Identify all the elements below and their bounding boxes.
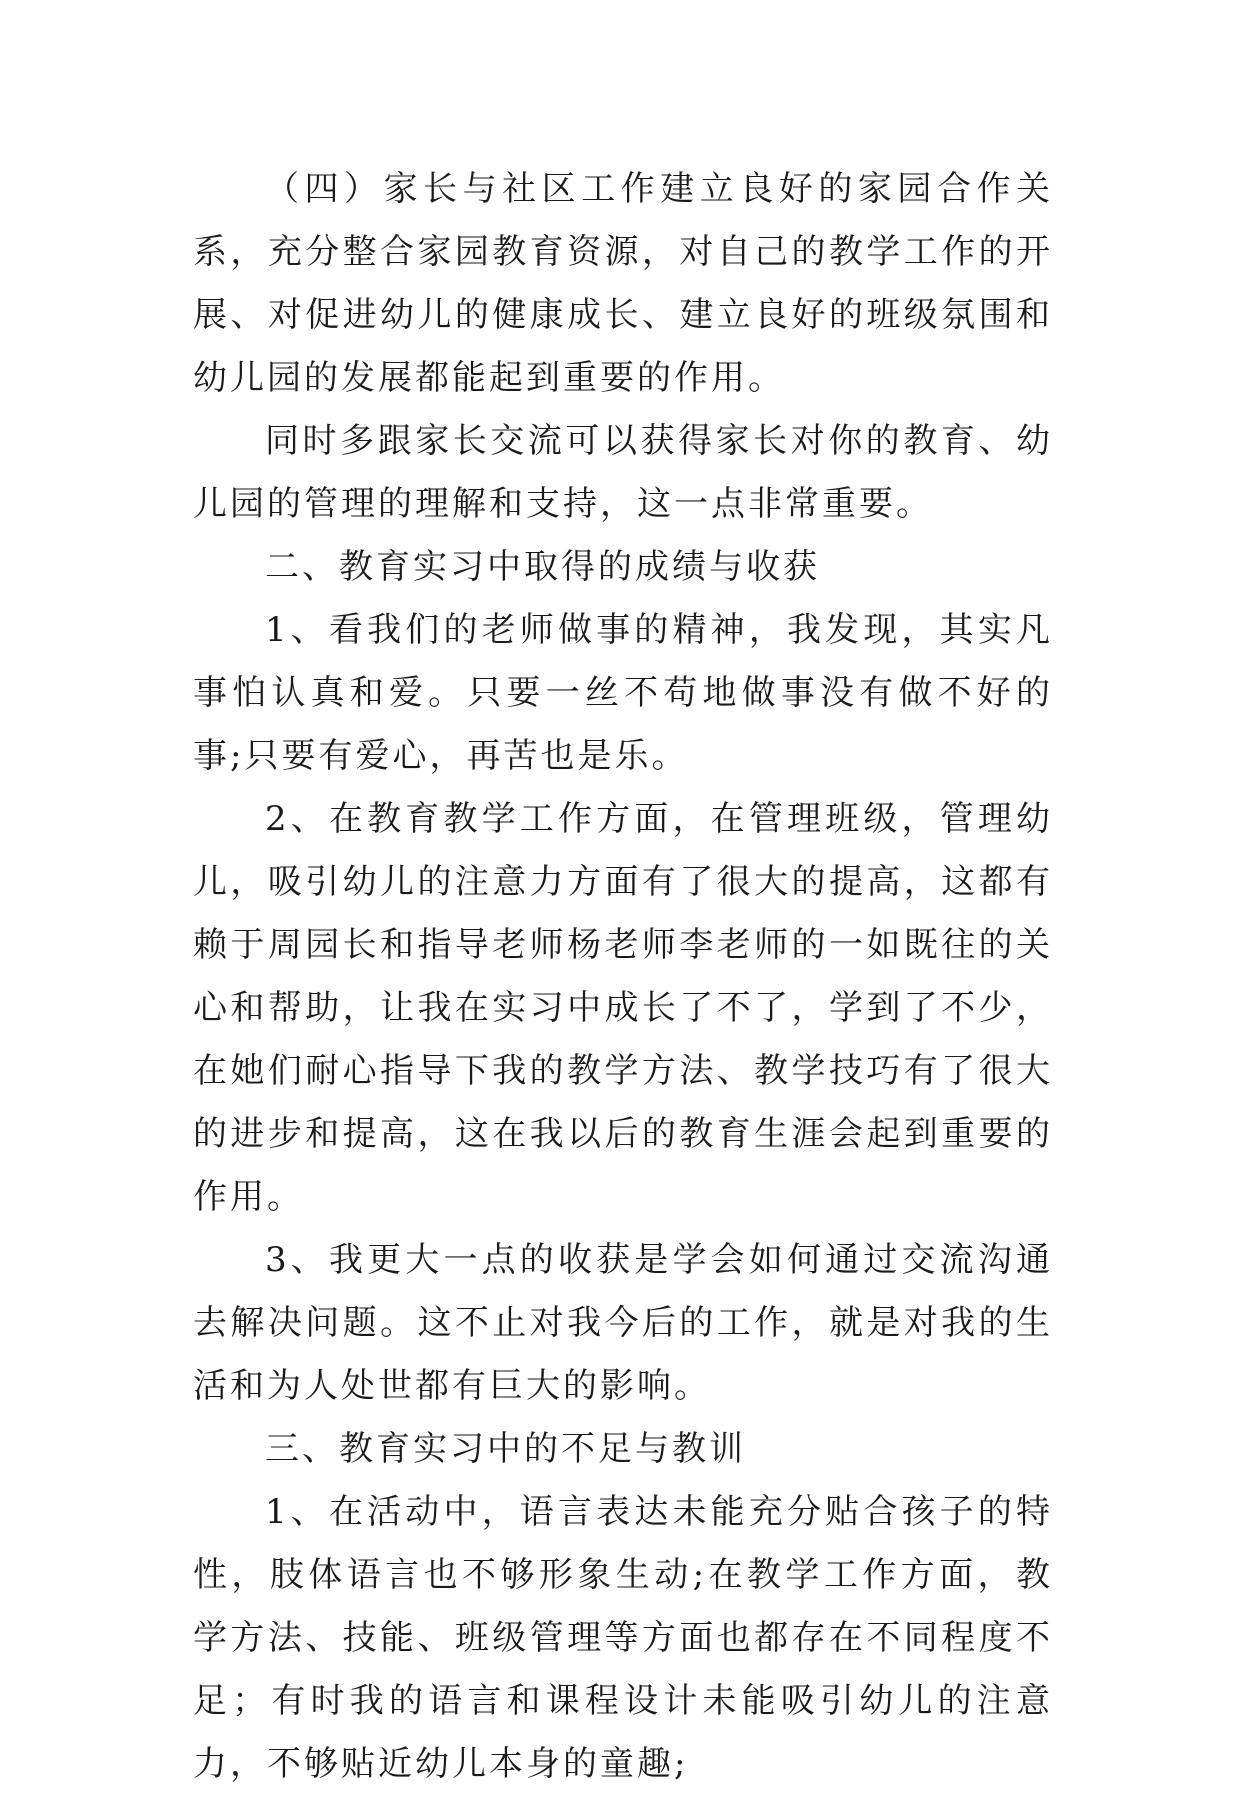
document-body: [193, 158, 1053, 1796]
section-heading-shortcomings: 三、教育实习中的不足与教训: [265, 1429, 746, 1469]
paragraph-achievement-1: 1、看我们的老师做事的精神，我发现，其实凡事怕认真和爱。只要一丝不苟地做事没有做不好的事;只要有爱心，再苦也是乐。: [193, 610, 1053, 776]
paragraph-shortcoming-1: 1、在活动中，语言表达未能充分贴合孩子的特性，肢体语言也不够形象生动;在教学工作方面，教学方法、技能、班级管理等方面也都存在不同程度不足；有时我的语言和课程设计未能吸引幼儿的注意力，不够贴近幼儿本身的童趣;: [193, 1492, 1053, 1784]
paragraph-parent-communication: 同时多跟家长交流可以获得家长对你的教育、幼儿园的管理的理解和支持，这一点非常重要。: [193, 421, 1053, 524]
paragraph-family-community-work: （四）家长与社区工作建立良好的家园合作关系，充分整合家园教育资源，对自己的教学工作的开展、对促进幼儿的健康成长、建立良好的班级氛围和幼儿园的发展都能起到重要的作用。: [193, 169, 1053, 398]
section-heading-achievements: 二、教育实习中取得的成绩与收获: [265, 547, 820, 587]
paragraph-achievement-2: 2、在教育教学工作方面，在管理班级，管理幼儿，吸引幼儿的注意力方面有了很大的提高，这都有赖于周园长和指导老师杨老师李老师的一如既往的关心和帮助，让我在实习中成长了不了，学到了不少，在她们耐心指导下我的教学方法、教学技巧有了很大的进步和提高，这在我以后的教育生涯会起到重要的作用。: [193, 799, 1053, 1217]
paragraph-achievement-3: 3、我更大一点的收获是学会如何通过交流沟通去解决问题。这不止对我今后的工作，就是对我的生活和为人处世都有巨大的影响。: [193, 1240, 1053, 1406]
